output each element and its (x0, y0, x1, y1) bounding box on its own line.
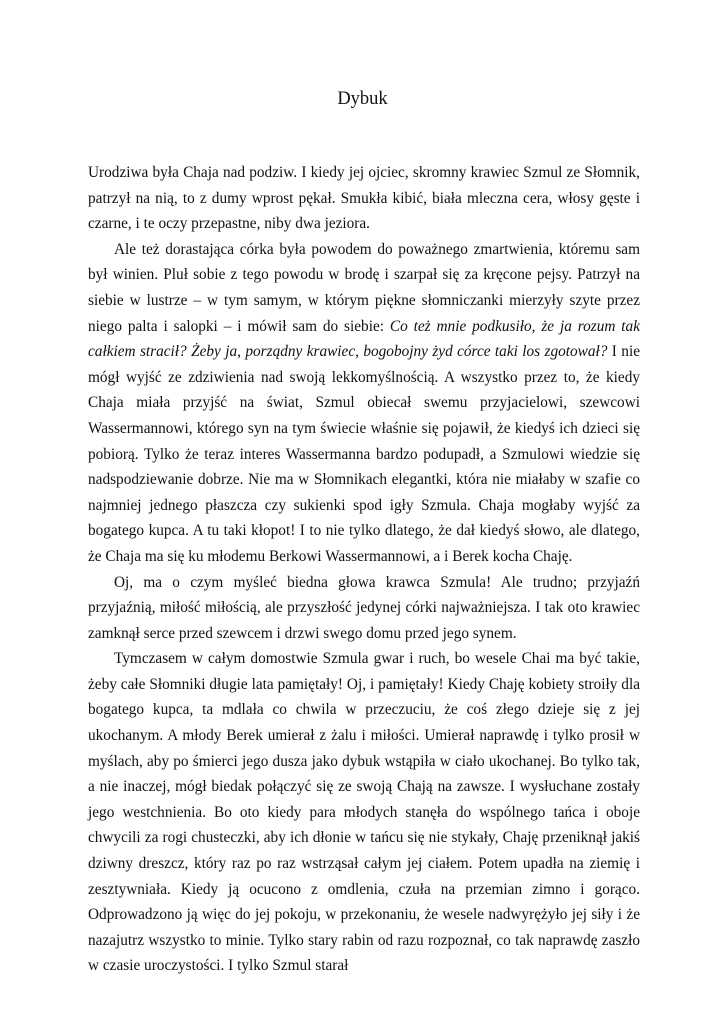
paragraph-text: Oj, ma o czym myśleć biedna głowa krawca Szmula! Ale trudno; przyjaźń przyjaźnią, miłość miłością, ale przyszłość jedynej córki najważniejsza. I tak oto krawiec zamknął serce przed szewcem i drzwi swego domu przed jego synem. (88, 573, 640, 642)
paragraph-1 (88, 160, 640, 237)
paragraph-4 (88, 646, 640, 979)
italic-quote: Co też mnie podkusiło, że ja rozum tak całkiem stracił? Żeby ja, porządny krawiec, bogobojny żyd córce taki los zgotował? (88, 317, 640, 361)
paragraph-2 (88, 237, 640, 570)
page-title: Dybuk (337, 89, 388, 109)
paragraph-3 (88, 570, 640, 647)
paragraph-text: Ale też dorastająca córka była powodem do poważnego zmartwienia, któremu sam był winien. Pluł sobie z tego powodu w brodę i szarpał się za kręcone pejsy. Patrzył na siebie w lustrze – w tym samym, w którym piękne słomniczanki mierzyły szyte przez niego palta i salopki – i mówił sam do siebie: (88, 240, 640, 335)
paragraph-text: I nie mógł wyjść ze zdziwienia nad swoją lekkomyślnością. A wszystko przez to, że kiedy Chaja miała przyjść na świat, Szmul obiecał swemu przyjacielowi, szewcowi Wassermannowi, którego syn na tym świecie właśnie się pojawił, że kiedyś ich dzieci się pobiorą. Tylko że teraz interes Wassermanna bardzo podupadł, a Szmulowi wiedzie się nadspodziewanie dobrze. Nie ma w Słomnikach elegantki, która nie miałaby w szafie co najmniej jednego płaszcza czy sukienki spod igły Szmula. Chaja mogłaby wyjść za bogatego kupca. A tu taki kłopot! I to nie tylko dlatego, że dał kiedyś słowo, ale dlatego, że Chaja ma się ku młodemu Berkowi Wassermannowi, a i Berek kocha Chaję. (88, 343, 640, 565)
paragraph-text: Tymczasem w całym domostwie Szmula gwar i ruch, bo wesele Chai ma być takie, żeby całe Słomniki długie lata pamiętały! Oj, i pamiętały! Kiedy Chaję kobiety stroiły dla bogatego kupca, ta mdlała co chwila w przeczuciu, że coś złego dzieje się z jej ukochanym. A młody Berek umierał z żalu i miłości. Umierał naprawdę i tylko prosił w myślach, aby po śmierci jego dusza jako dybuk wstąpiła w ciało ukochanej. Bo tylko tak, a nie inaczej, mógł biedak połączyć się ze swoją Chają na zawsze. I wysłuchane zostały jego westchnienia. Bo oto kiedy para młodych stanęła do wspólnego tańca i oboje chwycili za rogi chusteczki, aby ich dłonie w tańcu się nie stykały, Chaję przeniknął jakiś dziwny dreszcz, który raz po raz wstrząsał całym jej ciałem. Potem upadła na ziemię i zesztywniała. Kiedy ją ocucono z omdlenia, czuła na przemian zimno i gorąco. Odprowadzono ją więc do jej pokoju, w przekonaniu, że wesele nadwyrężyło jej siły i że nazajutrz wszystko to minie. Tylko stary rabin od razu rozpoznał, co tak naprawdę zaszło w czasie uroczystości. I tylko Szmul starał (88, 650, 640, 975)
paragraph-text: Urodziwa była Chaja nad podziw. I kiedy jej ojciec, skromny krawiec Szmul ze Słomnik, patrzył na nią, to z dumy wprost pękał. Smukła kibić, biała mleczna cera, włosy gęste i czarne, i te oczy przepastne, niby dwa jeziora. (88, 164, 640, 233)
document-body (88, 160, 640, 979)
